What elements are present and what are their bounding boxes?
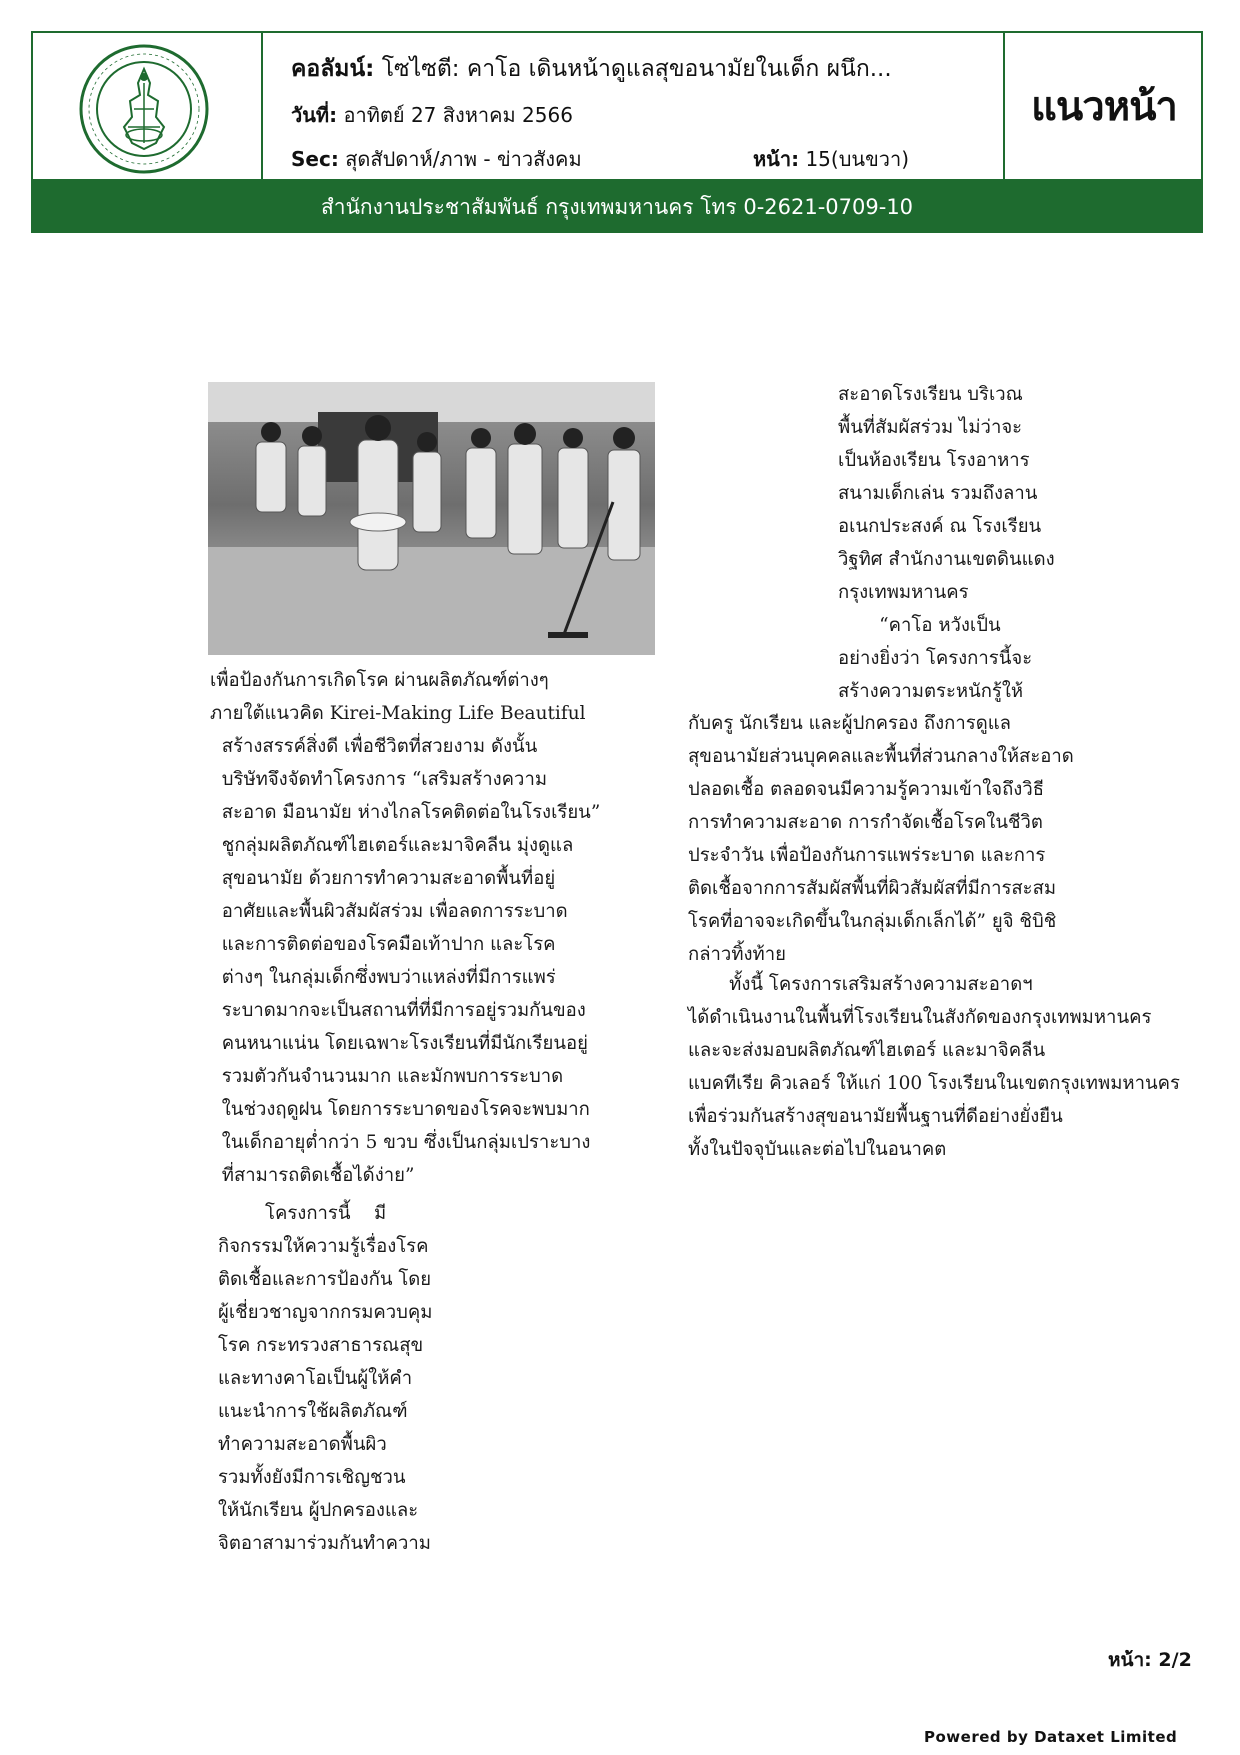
article-line: จิตอาสามาร่วมกันทำความ (218, 1533, 431, 1554)
article-line: ที่สามารถติดเชื้อได้ง่าย” (210, 1165, 415, 1186)
article-line: “คาโอ หวังเป็น (838, 615, 1001, 636)
article-line: ต่างๆ ในกลุ่มเด็กซึ่งพบว่าแหล่งที่มีการแพร่ (210, 967, 556, 988)
article-photo (208, 382, 655, 655)
article-line: วิฐทิศ สำนักงานเขตดินแดง (838, 549, 1055, 570)
article-line: การทำความสะอาด การกำจัดเชื้อโรคในชีวิต (688, 812, 1043, 833)
sec-row (291, 143, 582, 175)
section-cell (1003, 33, 1203, 179)
newspaper-name: แนวหน้า (1031, 84, 1177, 130)
page-value: 15(บนขวา) (805, 147, 910, 171)
article-line: สุขอนามัยส่วนบุคคลและพื้นที่ส่วนกลางให้สะอาด (688, 746, 1074, 767)
article-left-column-b (218, 1197, 433, 1560)
article-line: อเนกประสงค์ ณ โรงเรียน (838, 516, 1042, 537)
article-line: สนามเด็กเล่น รวมถึงลาน (838, 483, 1038, 504)
article-line: ปลอดเชื้อ ตลอดจนมีความรู้ความเข้าใจถึงวิธี (688, 779, 1045, 800)
article-line: และทางคาโอเป็นผู้ให้คำ (218, 1368, 413, 1389)
article-line: คนหนาแน่น โดยเฉพาะโรงเรียนที่มีนักเรียนอยู่ (210, 1033, 588, 1054)
sec-value: สุดสัปดาห์/ภาพ - ข่าวสังคม (345, 147, 582, 171)
article-line: สะอาด มือนามัย ห่างไกลโรคติดต่อในโรงเรียน” (210, 802, 601, 823)
article-line: และการติดต่อของโรคมือเท้าปาก และโรค (210, 934, 556, 955)
date-label: วันที่: (291, 103, 338, 127)
contact-bar-text: สำนักงานประชาสัมพันธ์ กรุงเทพมหานคร โทร 0-2621-0709-10 (320, 194, 914, 219)
column-value: โซไซตี: คาโอ เดินหน้าดูแลสุขอนามัยในเด็ก ผนึก... (381, 56, 892, 82)
page-row (753, 143, 909, 175)
page-number-label: หน้า: (1108, 1649, 1152, 1671)
article-line: ผู้เชี่ยวชาญจากกรมควบคุม (218, 1302, 433, 1323)
article-line: กรุงเทพมหานคร (838, 582, 969, 603)
bangkok-seal-logo (78, 43, 210, 175)
article-line: สร้างสรรค์สิ่งดี เพื่อชีวิตที่สวยงาม ดังนั้น (210, 736, 538, 757)
article-line: แนะนำการใช้ผลิตภัณฑ์ (218, 1401, 408, 1422)
article-line: ภายใต้แนวคิด Kirei-Making Life Beautiful (210, 703, 586, 724)
article-line: ทั้งนี้ โครงการเสริมสร้างความสะอาดฯ (688, 974, 1033, 995)
article-right-column-b (688, 707, 1074, 971)
article-line: ในช่วงฤดูฝน โดยการระบาดของโรคจะพบมาก (210, 1099, 590, 1120)
article-line: กิจกรรมให้ความรู้เรื่องโรค (218, 1236, 429, 1257)
contact-bar (31, 181, 1203, 233)
page-number (1108, 1645, 1192, 1675)
article-right-column-c (688, 968, 1180, 1166)
article-line: ทำความสะอาดพื้นผิว (218, 1434, 387, 1455)
page-label: หน้า: (753, 147, 800, 171)
date-value: อาทิตย์ 27 สิงหาคม 2566 (343, 103, 573, 127)
article-line: อาศัยและพื้นผิวสัมผัสร่วม เพื่อลดการระบาด (210, 901, 568, 922)
article-line: และจะส่งมอบผลิตภัณฑ์ไฮเตอร์ และมาจิคลีน (688, 1040, 1046, 1061)
article-line: แบคทีเรีย คิวเลอร์ ให้แก่ 100 โรงเรียนในเขตกรุงเทพมหานคร (688, 1073, 1180, 1094)
article-line: ติดเชื้อจากการสัมผัสพื้นที่ผิวสัมผัสที่มีการสะสม (688, 878, 1057, 899)
article-line: ชูกลุ่มผลิตภัณฑ์ไฮเตอร์และมาจิคลีน มุ่งดูแล (210, 835, 574, 856)
article-line: อย่างยิ่งว่า โครงการนี้จะ (838, 648, 1033, 669)
article-line: ระบาดมากจะเป็นสถานที่ที่มีการอยู่รวมกันของ (210, 1000, 586, 1021)
logo-cell (33, 33, 263, 179)
article-line: ให้นักเรียน ผู้ปกครองและ (218, 1500, 419, 1521)
article-line: ในเด็กอายุต่ำกว่า 5 ขวบ ซึ่งเป็นกลุ่มเปราะบาง (210, 1132, 591, 1153)
date-row (291, 99, 573, 131)
article-line: พื้นที่สัมผัสร่วม ไม่ว่าจะ (838, 417, 1023, 438)
article-line: ติดเชื้อและการป้องกัน โดย (218, 1269, 432, 1290)
column-row (291, 51, 892, 87)
article-line: บริษัทจึงจัดทำโครงการ “เสริมสร้างความ (210, 769, 548, 790)
article-line: เป็นห้องเรียน โรงอาหาร (838, 450, 1030, 471)
info-cell (263, 33, 1003, 179)
column-label: คอลัมน์: (291, 56, 375, 82)
page-number-value: 2/2 (1158, 1649, 1192, 1671)
article-left-column-a (210, 664, 600, 1192)
article-line: สุขอนามัย ด้วยการทำความสะอาดพื้นที่อยู่ (210, 868, 556, 889)
article-line: รวมทั้งยังมีการเชิญชวน (218, 1467, 406, 1488)
article-line: เพื่อป้องกันการเกิดโรค ผ่านผลิตภัณฑ์ต่างๆ (210, 670, 549, 691)
article-line: ได้ดำเนินงานในพื้นที่โรงเรียนในสังกัดของกรุงเทพมหานคร (688, 1007, 1152, 1028)
article-line: กับครู นักเรียน และผู้ปกครอง ถึงการดูแล (688, 713, 1011, 734)
article-line: ประจำวัน เพื่อป้องกันการแพร่ระบาด และการ (688, 845, 1046, 866)
article-line: เพื่อร่วมกันสร้างสุขอนามัยพื้นฐานที่ดีอย่างยั่งยืน (688, 1106, 1063, 1127)
article-line: สะอาดโรงเรียน บริเวณ (838, 384, 1023, 405)
powered-by: Powered by Dataxet Limited (924, 1728, 1178, 1746)
article-line: ทั้งในปัจจุบันและต่อไปในอนาคต (688, 1139, 947, 1160)
article-line: โรค กระทรวงสาธารณสุข (218, 1335, 424, 1356)
article-line: สร้างความตระหนักรู้ให้ (838, 681, 1024, 702)
article-line: โครงการนี้ มี (218, 1203, 387, 1224)
article-line: กล่าวทิ้งท้าย (688, 944, 786, 965)
article-line: โรคที่อาจจะเกิดขึ้นในกลุ่มเด็กเล็กได้” ยูจิ ชิบิชิ (688, 911, 1057, 932)
sec-label: Sec: (291, 147, 339, 171)
article-line: รวมตัวกันจำนวนมาก และมักพบการระบาด (210, 1066, 564, 1087)
article-right-column-a (838, 378, 1055, 708)
clipping-header (31, 31, 1203, 181)
